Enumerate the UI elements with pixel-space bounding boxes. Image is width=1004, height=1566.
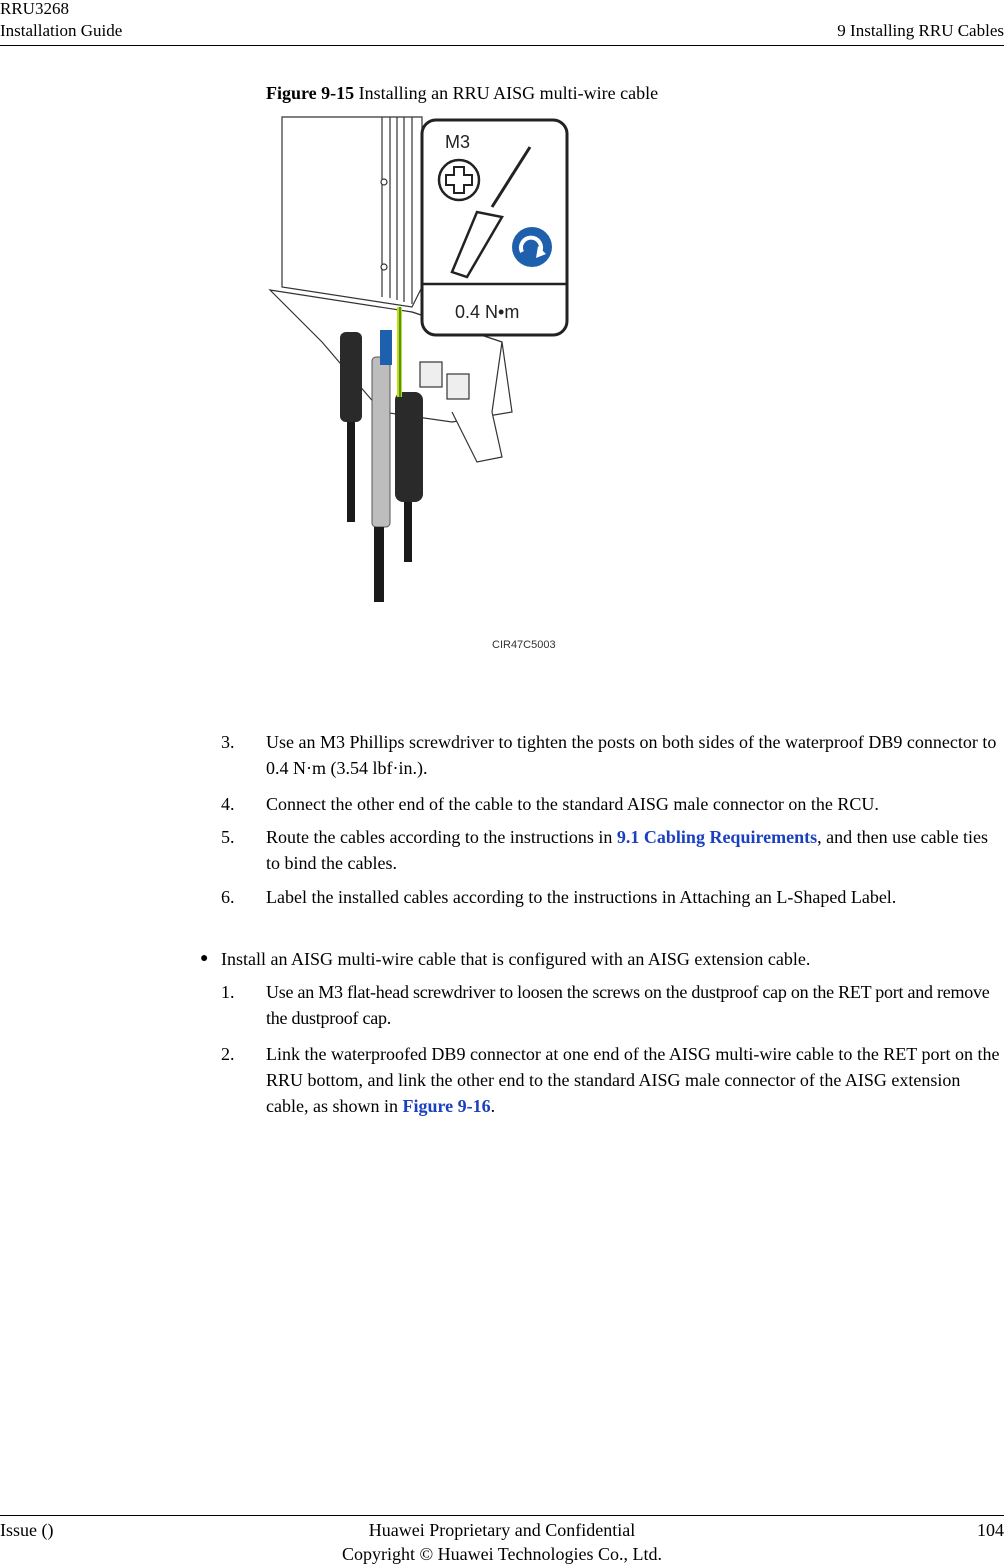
torque-inset xyxy=(422,120,567,335)
step-number: 5. xyxy=(221,827,235,847)
step-text: Connect the other end of the cable to the standard AISG male connector on the RCU. xyxy=(266,794,879,814)
step-number: 2. xyxy=(221,1044,235,1064)
header-chapter: 9 Installing RRU Cables xyxy=(837,21,1004,40)
figure-illustration xyxy=(262,112,582,657)
step-number: 6. xyxy=(221,887,235,907)
figure-9-16-link[interactable]: Figure 9-16 xyxy=(402,1096,491,1116)
rru-body xyxy=(282,117,422,307)
step-text xyxy=(266,1041,1004,1119)
step-text-after: . xyxy=(490,1096,496,1116)
figure-title: Installing an RRU AISG multi-wire cable xyxy=(358,83,659,103)
footer-copyright: Copyright © Huawei Technologies Co., Ltd. xyxy=(341,1544,663,1564)
figure-code: CIR47C5003 xyxy=(492,639,556,651)
step-text-after: , and then use cable ties to bind the cables. xyxy=(266,827,989,873)
footer-center xyxy=(0,1518,1004,1566)
inset-torque-label: 0.4 N•m xyxy=(455,302,520,322)
cabling-requirements-link[interactable]: 9.1 Cabling Requirements xyxy=(616,827,818,847)
step-text xyxy=(266,824,1004,876)
header-product: RRU3268 xyxy=(0,0,69,18)
clockwise-rotation-icon xyxy=(512,227,552,267)
step-text: Label the installed cables according to the instructions in Attaching an L-Shaped Label. xyxy=(266,887,897,907)
footer-issue: Issue () xyxy=(0,1520,54,1540)
header-rule xyxy=(0,45,1004,46)
figure-label: Figure 9-15 xyxy=(266,83,355,103)
step-number: 3. xyxy=(221,732,235,752)
figure-caption xyxy=(266,83,658,104)
step-number: 1. xyxy=(221,982,235,1002)
step-number: 4. xyxy=(221,794,235,814)
header-doc-type: Installation Guide xyxy=(0,21,123,40)
inset-screw-label: M3 xyxy=(445,132,471,152)
footer-page-number: 104 xyxy=(977,1520,1004,1540)
step-text-before: Route the cables according to the instructions in xyxy=(266,827,617,847)
bullet-marker: ● xyxy=(200,951,209,966)
step-text: Use an M3 Phillips screwdriver to tighten the posts on both sides of the waterproof DB9 connector to 0.4 N·m (3.54 lbf·in.). xyxy=(266,732,997,778)
header-left xyxy=(0,0,122,42)
step-text-before: Link the waterproofed DB9 connector at one end of the AISG multi-wire cable to the RET port on the RRU bottom, and link the other end to the standard AISG male connector of the AISG extension cable, as shown in xyxy=(266,1044,1000,1116)
bullet-text: Install an AISG multi-wire cable that is configured with an AISG extension cable. xyxy=(221,949,811,969)
footer-confidential: Huawei Proprietary and Confidential xyxy=(368,1520,636,1540)
step-text: Use an M3 flat-head screwdriver to loosen the screws on the dustproof cap on the RET port and remove the dustproof cap. xyxy=(266,982,990,1028)
footer-rule xyxy=(0,1515,1004,1516)
